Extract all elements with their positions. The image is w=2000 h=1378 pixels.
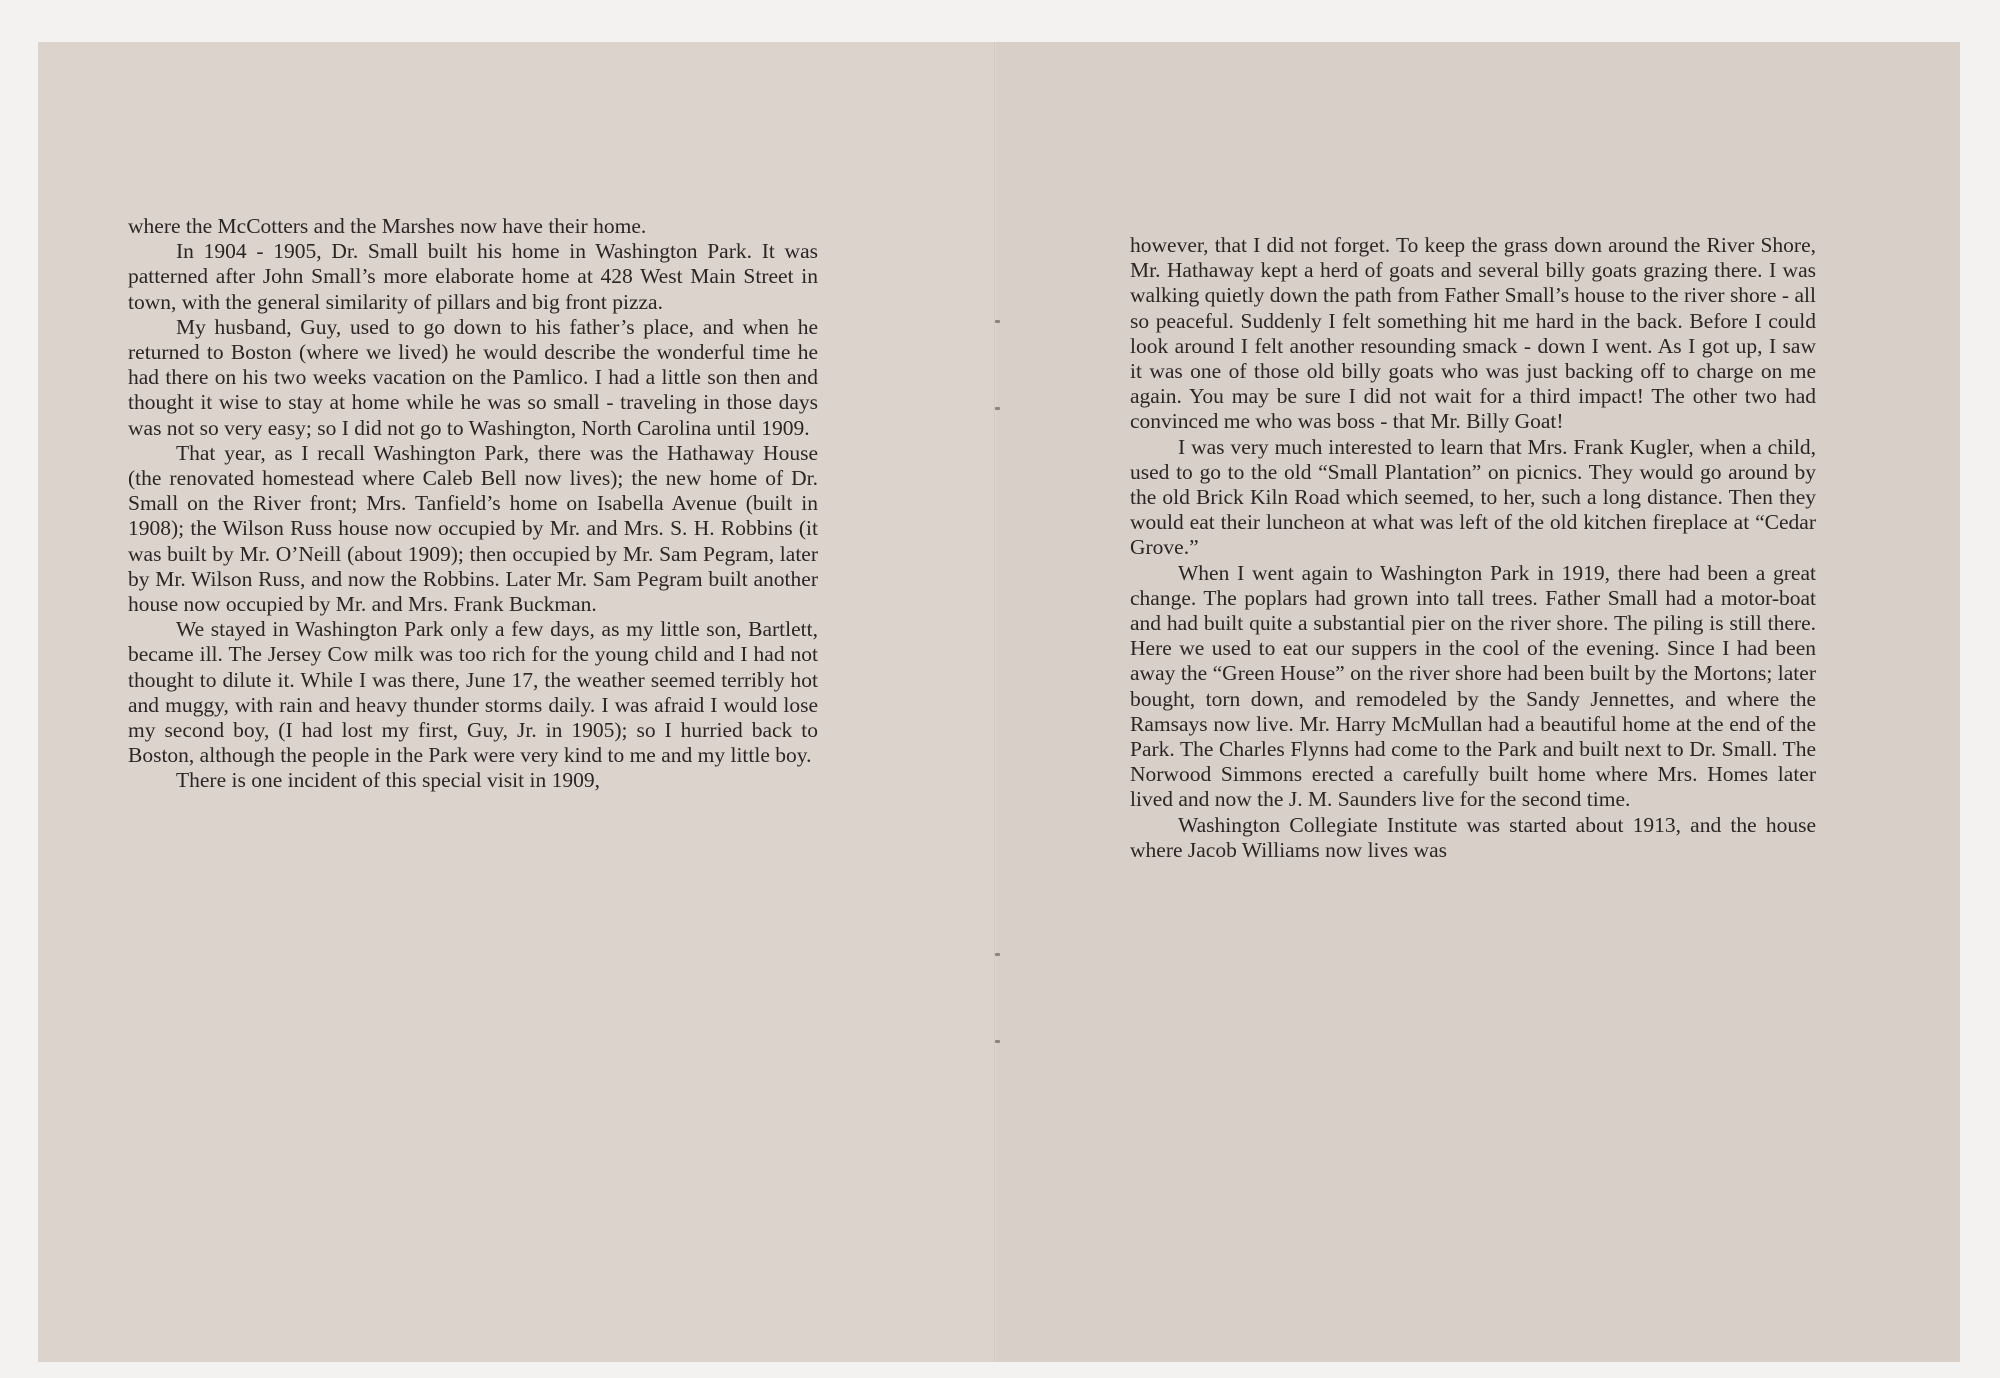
- left-page-text: [128, 214, 818, 794]
- paragraph: In 1904 - 1905, Dr. Small built his home in Washington Park. It was patterned after John Small’s more elaborate home at 428 West Main Street in town, with the general similarity of pillars and big front pizza.: [128, 239, 818, 314]
- binding-mark: [995, 953, 1000, 956]
- paragraph: We stayed in Washington Park only a few days, as my little son, Bartlett, became ill. The Jersey Cow milk was too rich for the young child and I had not thought to dilute it. While I was there, June 17, the weather seemed terribly hot and muggy, with rain and heavy thunder storms daily. I was afraid I would lose my second boy, (I had lost my first, Guy, Jr. in 1905); so I hurried back to Boston, although the people in the Park were very kind to me and my little boy.: [128, 617, 818, 768]
- right-page-text: [1130, 233, 1816, 863]
- binding-mark: [995, 320, 1000, 323]
- paragraph: My husband, Guy, used to go down to his father’s place, and when he returned to Boston (where we lived) he would describe the wonderful time he had there on his two weeks vacation on the Pamlico. I had a little son then and thought it wise to stay at home while he was so small - traveling in those days was not so very easy; so I did not go to Washington, North Carolina until 1909.: [128, 314, 818, 440]
- paragraph: I was very much interested to learn that Mrs. Frank Kugler, when a child, used to go to the old “Small Plantation” on picnics. They would go around by the old Brick Kiln Road which seemed, to her, such a long distance. Then they would eat their luncheon at what was left of the old kitchen fireplace at “Cedar Grove.”: [1130, 434, 1816, 560]
- binding-mark: [995, 407, 1000, 410]
- paragraph: When I went again to Washington Park in 1919, there had been a great change. The poplars had grown into tall trees. Father Small had a motor-boat and had built quite a substantial pier on the river shore. The piling is still there. Here we used to eat our suppers in the cool of the evening. Since I had been away the “Green House” on the river shore had been built by the Mortons; later bought, torn down, and remodeled by the Sandy Jennettes, and where the Ramsays now live. Mr. Harry McMullan had a beautiful home at the end of the Park. The Charles Flynns had come to the Park and built next to Dr. Small. The Norwood Simmons erected a carefully built home where Mrs. Homes later lived and now the J. M. Saunders live for the second time.: [1130, 560, 1816, 812]
- paragraph: That year, as I recall Washington Park, there was the Hathaway House (the renovated homestead where Caleb Bell now lives); the new home of Dr. Small on the River front; Mrs. Tanfield’s home on Isabella Avenue (built in 1908); the Wilson Russ house now occupied by Mr. and Mrs. S. H. Robbins (it was built by Mr. O’Neill (about 1909); then occupied by Mr. Sam Pegram, later by Mr. Wilson Russ, and now the Robbins. Later Mr. Sam Pegram built another house now occupied by Mr. and Mrs. Frank Buckman.: [128, 440, 818, 617]
- paragraph: however, that I did not forget. To keep the grass down around the River Shore, Mr. Hathaway kept a herd of goats and several billy goats grazing there. I was walking quietly down the path from Father Small’s house to the river shore - all so peaceful. Suddenly I felt something hit me hard in the back. Before I could look around I felt another resounding smack - down I went. As I got up, I saw it was one of those old billy goats who was just backing off to charge on me again. You may be sure I did not wait for a third impact! The other two had convinced me who was boss - that Mr. Billy Goat!: [1130, 233, 1816, 434]
- paragraph: There is one incident of this special visit in 1909,: [176, 768, 600, 793]
- paragraph: where the McCotters and the Marshes now have their home.: [128, 214, 647, 238]
- paragraph: Washington Collegiate Institute was started about 1913, and the house where Jacob Williams now lives was: [1130, 812, 1816, 862]
- binding-mark: [995, 1040, 1000, 1043]
